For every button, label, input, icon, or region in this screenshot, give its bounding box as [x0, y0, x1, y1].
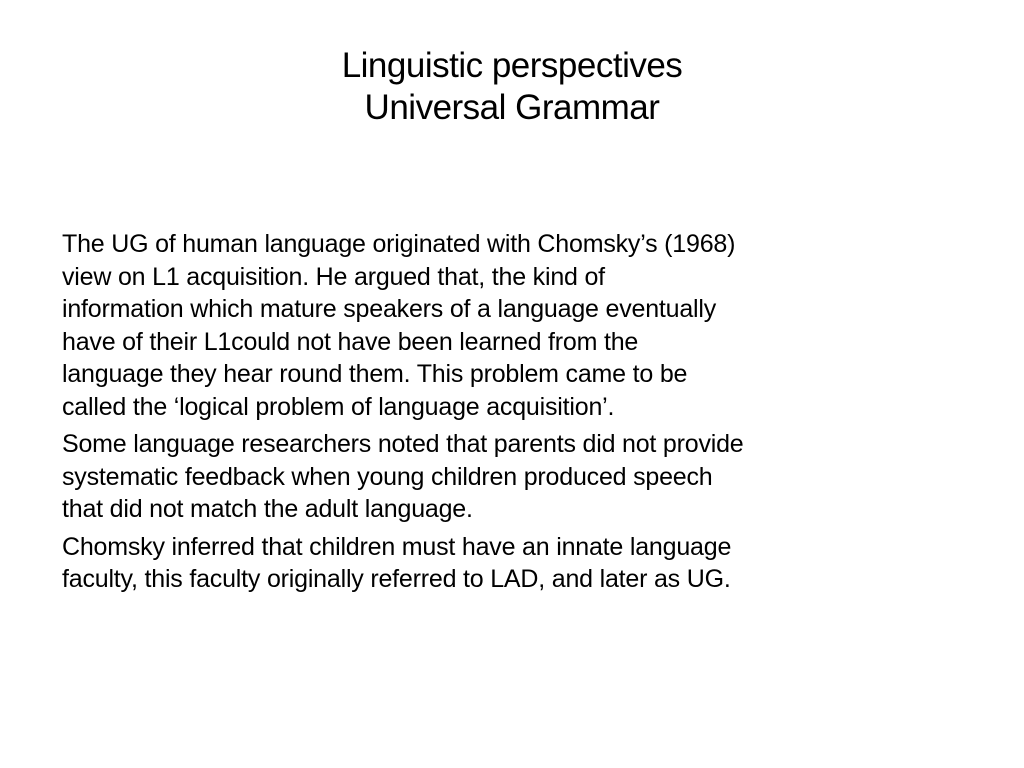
paragraph-ug-origin [62, 228, 962, 423]
text-line: faculty, this faculty originally referred to LAD, and later as UG. [62, 565, 731, 593]
text-line: that did not match the adult language. [62, 495, 473, 523]
text-line: The UG of human language originated with Chomsky’s (1968) [62, 230, 736, 258]
title-line-2: Universal Grammar [364, 88, 660, 127]
text-line: called the ‘logical problem of language acquisition’. [62, 392, 615, 421]
slide-body [62, 228, 962, 601]
text-line: information which mature speakers of a language eventually [62, 295, 717, 323]
text-line: Chomsky inferred that children must have an innate language [62, 532, 732, 561]
text-line: systematic feedback when young children produced speech [62, 462, 713, 491]
paragraph-parent-feedback [62, 428, 962, 526]
paragraph-innate-faculty [62, 531, 962, 596]
text-line: Some language researchers noted that parents did not provide [62, 430, 744, 458]
text-line: language they hear round them. This problem came to be [62, 360, 688, 388]
text-line: view on L1 acquisition. He argued that, the kind of [62, 262, 605, 291]
slide-title [0, 45, 1024, 129]
title-line-1: Linguistic perspectives [341, 46, 683, 85]
text-line: have of their L1could not have been learned from the [62, 327, 639, 356]
